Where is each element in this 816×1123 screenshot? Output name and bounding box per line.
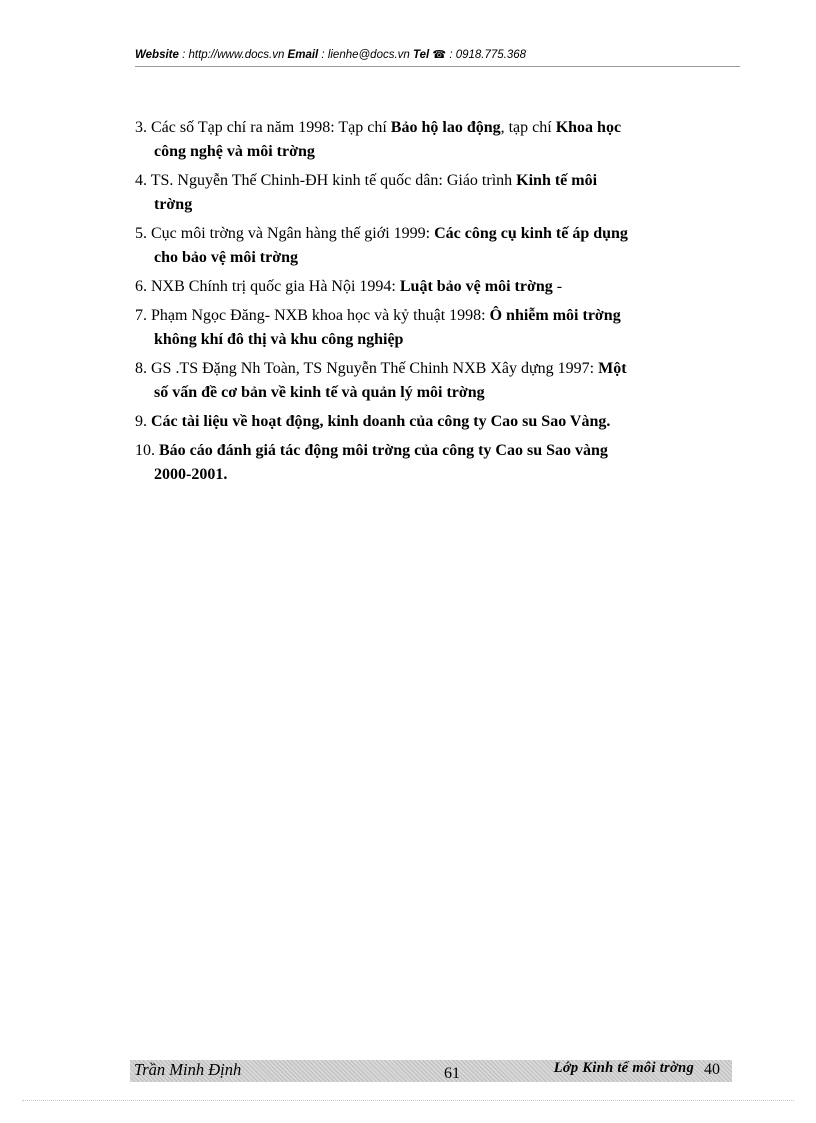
reference-text: Phạm Ngọc Đăng- NXB khoa học và kỷ thuật 1998: — [151, 307, 490, 324]
reference-title: Báo cáo đánh giá tác động môi trờng của công ty Cao su Sao vàng — [159, 442, 608, 459]
email-address: : lienhe@docs.vn — [318, 49, 414, 61]
reference-text: TS. Nguyễn Thế Chinh-ĐH kinh tế quốc dân: Giáo trình — [150, 172, 517, 189]
page-header — [135, 48, 740, 67]
reference-title: trờng — [154, 196, 193, 213]
reference-number: 9. — [135, 413, 147, 430]
reference-number: 6. — [135, 278, 147, 295]
reference-item — [135, 169, 740, 217]
reference-title: Bảo hộ lao động — [390, 119, 501, 136]
reference-text: - — [552, 278, 563, 295]
reference-text: , tạp chí — [500, 119, 556, 136]
reference-title: Một — [598, 360, 627, 377]
website-url: : http://www.docs.vn — [178, 49, 288, 61]
reference-text: Các số Tạp chí ra năm 1998: Tạp chí — [151, 119, 391, 136]
reference-title: Kinh tế môi — [516, 172, 598, 189]
reference-text: NXB Chính trị quốc gia Hà Nội 1994: — [151, 278, 400, 295]
reference-item — [135, 275, 740, 299]
class-name: Lớp Kinh tế môi trờng — [553, 1060, 694, 1076]
reference-item — [135, 439, 740, 487]
reference-title: công nghệ và môi trờng — [154, 143, 315, 160]
reference-list — [135, 116, 740, 492]
reference-title: 2000-2001. — [154, 466, 228, 483]
reference-title: cho bảo vệ môi trờng — [154, 249, 298, 266]
phone-icon: ☎ — [432, 49, 447, 61]
reference-text: Cục môi trờng và Ngân hàng thế giới 1999: — [151, 225, 435, 242]
page-bottom-divider — [22, 1100, 794, 1101]
reference-number: 5. — [135, 225, 147, 242]
website-label: Website — [135, 49, 179, 61]
reference-item — [135, 410, 740, 434]
tel-number: : 0918.775.368 — [446, 49, 527, 61]
reference-title: không khí đô thị và khu công nghiệp — [154, 331, 404, 348]
reference-title: số vấn đề cơ bản về kinh tế và quản lý môi trờng — [154, 384, 485, 401]
author-name: Trần Minh Định — [134, 1060, 242, 1079]
reference-title: Các tài liệu về hoạt động, kinh doanh của công ty Cao su Sao Vàng. — [151, 413, 611, 430]
reference-title: Các công cụ kinh tế áp dụng — [434, 225, 628, 242]
page-number: 61 — [444, 1065, 460, 1082]
reference-item — [135, 304, 740, 352]
reference-number: 8. — [135, 360, 147, 377]
reference-title: Khoa học — [555, 119, 622, 136]
reference-title: Ô nhiễm môi trờng — [489, 307, 621, 324]
reference-number: 10. — [135, 442, 155, 459]
reference-number: 3. — [135, 119, 147, 136]
reference-title: Luật bảo vệ môi trờng — [399, 278, 553, 295]
reference-item — [135, 222, 740, 270]
tel-label: Tel — [413, 49, 430, 61]
page-footer — [130, 1060, 732, 1082]
reference-number: 7. — [135, 307, 147, 324]
reference-item — [135, 357, 740, 405]
class-number: 40 — [704, 1061, 720, 1078]
email-label: Email — [287, 49, 319, 61]
reference-text: GS .TS Đặng Nh Toàn, TS Nguyễn Thế Chinh NXB Xây dựng 1997: — [151, 360, 599, 377]
reference-number: 4. — [135, 172, 147, 189]
reference-item — [135, 116, 740, 164]
